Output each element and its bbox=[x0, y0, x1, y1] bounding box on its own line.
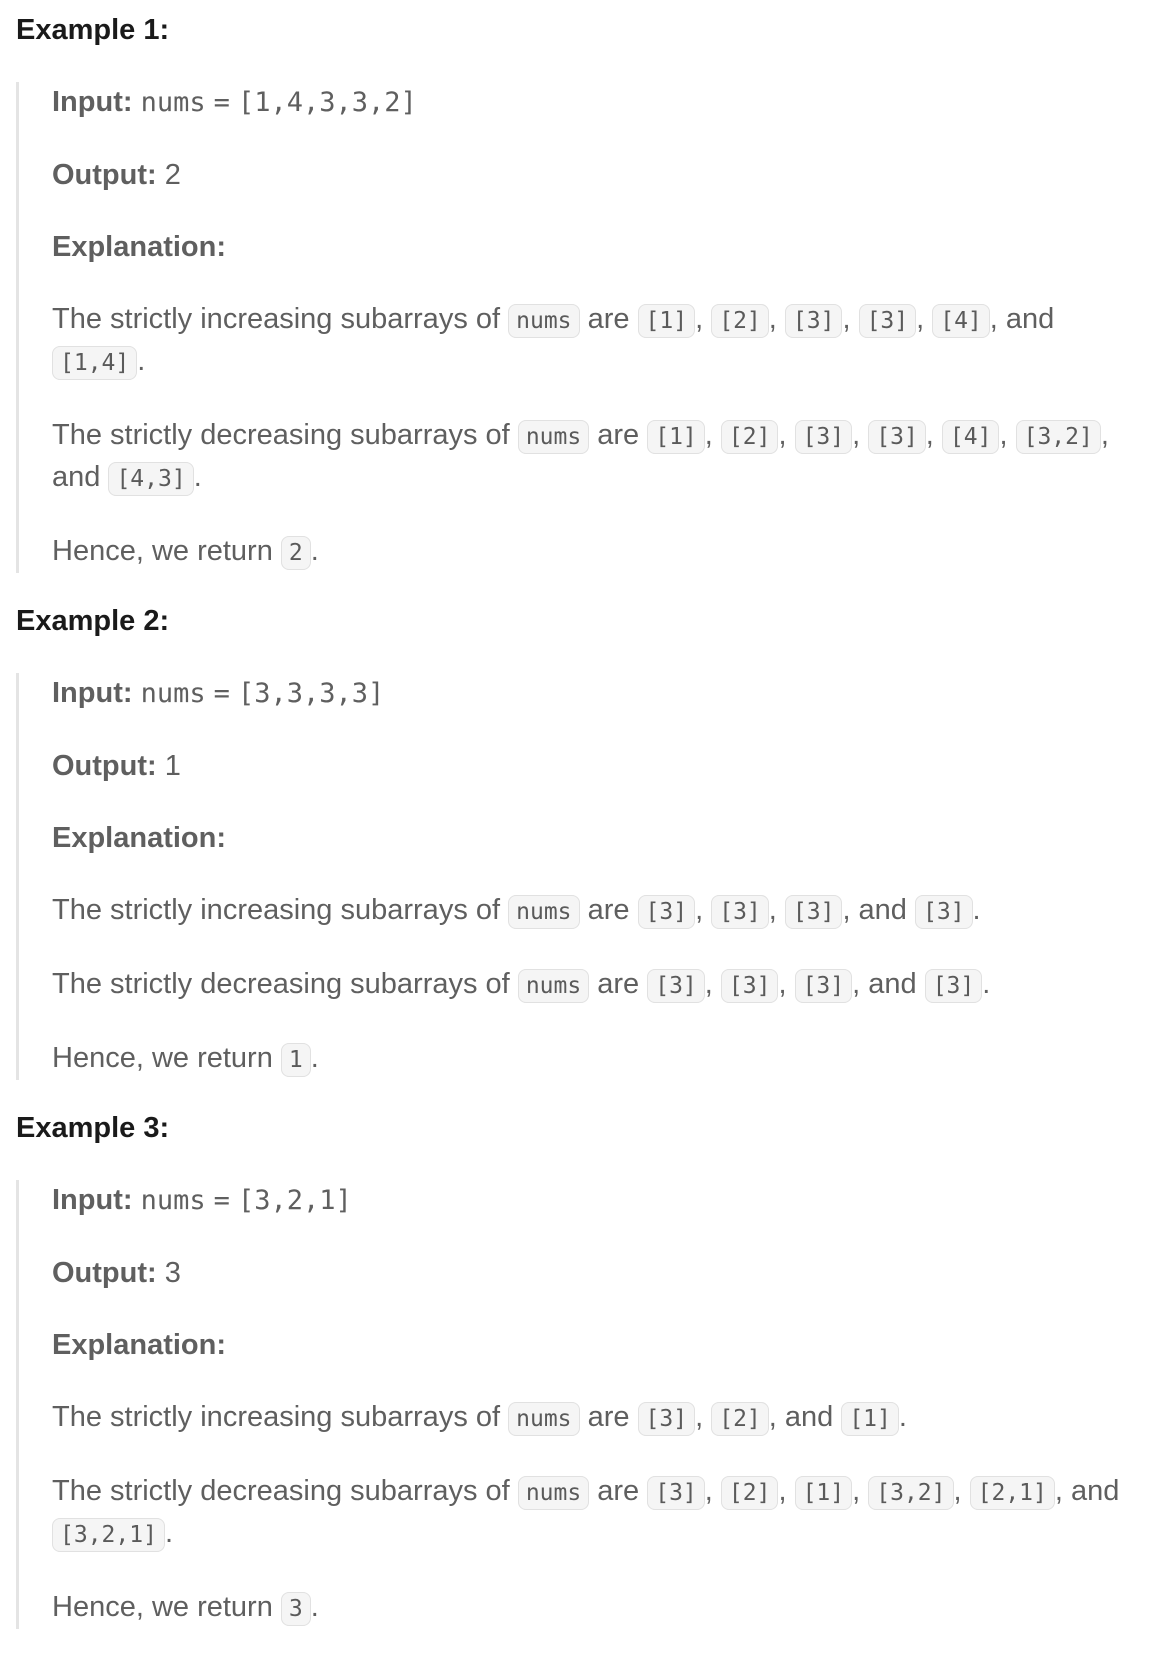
list-separator: , bbox=[999, 419, 1016, 451]
subarray-chip: [3] bbox=[638, 1402, 696, 1436]
input-value: [1,4,3,3,2] bbox=[238, 87, 417, 118]
subarray-chip: [3] bbox=[868, 420, 926, 454]
explanation-heading bbox=[52, 1325, 1152, 1365]
decreasing-prefix: The strictly decreasing subarrays of bbox=[52, 1475, 518, 1507]
list-separator: , and bbox=[989, 303, 1055, 335]
result-code: 2 bbox=[281, 536, 311, 570]
input-line bbox=[52, 1180, 1152, 1221]
subarray-chip: [3] bbox=[647, 969, 705, 1003]
list-separator: , bbox=[768, 894, 785, 926]
increasing-prefix: The strictly increasing subarrays of bbox=[52, 1401, 509, 1433]
subarray-chip: [3] bbox=[785, 304, 843, 338]
input-label: Input: bbox=[52, 677, 133, 709]
output-label: Output: bbox=[52, 750, 157, 782]
output-line bbox=[52, 746, 1152, 786]
list-separator: , bbox=[778, 968, 795, 1000]
subarray-chip: [3] bbox=[795, 420, 853, 454]
are-word: are bbox=[579, 303, 638, 335]
list-separator: , bbox=[925, 419, 942, 451]
decreasing-subarray-list bbox=[647, 968, 982, 1000]
result-sentence: Hence, we return 1 . bbox=[52, 1038, 1152, 1080]
increasing-sentence: The strictly increasing subarrays of nums are [3] , [2] , and [1] . bbox=[52, 1397, 1152, 1439]
subarray-chip: [3] bbox=[638, 895, 696, 929]
list-separator: , bbox=[778, 419, 795, 451]
explanation-heading bbox=[52, 227, 1152, 267]
subarray-chip: [3] bbox=[711, 895, 769, 929]
increasing-prefix: The strictly increasing subarrays of bbox=[52, 894, 509, 926]
subarray-chip: [3] bbox=[915, 895, 973, 929]
examples-page bbox=[16, 0, 1152, 1657]
increasing-subarray-list bbox=[638, 894, 973, 926]
list-separator: , bbox=[704, 1475, 721, 1507]
list-separator: , and bbox=[842, 894, 915, 926]
list-separator: , bbox=[704, 419, 721, 451]
increasing-sentence: The strictly increasing subarrays of nums are [3] , [3] , [3] , and [3] . bbox=[52, 890, 1152, 932]
list-separator: , and bbox=[768, 1401, 842, 1433]
result-code: 1 bbox=[281, 1043, 311, 1077]
subarray-chip: [2] bbox=[721, 420, 779, 454]
output-line bbox=[52, 155, 1152, 195]
input-line bbox=[52, 82, 1152, 123]
subarray-chip: [3] bbox=[859, 304, 917, 338]
nums-code: nums bbox=[518, 1476, 589, 1510]
subarray-chip: [3,2,1] bbox=[52, 1518, 165, 1552]
example-2-block bbox=[16, 673, 1152, 1080]
list-separator: , bbox=[916, 303, 933, 335]
list-separator: , bbox=[852, 1475, 869, 1507]
example-2-heading: Example 2: bbox=[16, 605, 170, 637]
subarray-chip: [1] bbox=[841, 1402, 899, 1436]
subarray-chip: [2] bbox=[721, 1476, 779, 1510]
list-separator: , bbox=[695, 303, 712, 335]
list-separator: , and bbox=[52, 419, 1109, 493]
subarray-chip: [3,2] bbox=[868, 1476, 953, 1510]
example-1-block bbox=[16, 82, 1152, 573]
subarray-chip: [1] bbox=[638, 304, 696, 338]
hence-text: Hence, we return bbox=[52, 1042, 281, 1074]
explanation-label: Explanation: bbox=[52, 231, 227, 263]
are-word: are bbox=[589, 1475, 648, 1507]
nums-code: nums bbox=[508, 304, 579, 338]
explanation-label: Explanation: bbox=[52, 1329, 227, 1361]
list-separator: , bbox=[842, 303, 859, 335]
nums-code: nums bbox=[508, 1402, 579, 1436]
list-separator: , bbox=[695, 1401, 712, 1433]
list-separator: , bbox=[704, 968, 721, 1000]
output-value: 3 bbox=[164, 1257, 181, 1289]
example-3-block bbox=[16, 1180, 1152, 1629]
subarray-chip: [2] bbox=[711, 1402, 769, 1436]
are-word: are bbox=[589, 968, 648, 1000]
subarray-chip: [2] bbox=[711, 304, 769, 338]
subarray-chip: [3] bbox=[925, 969, 983, 1003]
list-separator: , bbox=[953, 1475, 970, 1507]
decreasing-sentence: The strictly decreasing subarrays of nums are [3] , [3] , [3] , and [3] . bbox=[52, 964, 1152, 1006]
hence-text: Hence, we return bbox=[52, 1591, 281, 1623]
output-label: Output: bbox=[52, 159, 157, 191]
nums-code: nums bbox=[518, 969, 589, 1003]
output-value: 2 bbox=[164, 159, 181, 191]
subarray-chip: [4] bbox=[942, 420, 1000, 454]
input-value: [3,3,3,3] bbox=[238, 678, 385, 709]
subarray-chip: [1] bbox=[647, 420, 705, 454]
output-value: 1 bbox=[164, 750, 181, 782]
var-name: nums bbox=[140, 678, 206, 709]
list-separator: , bbox=[768, 303, 785, 335]
input-value: [3,2,1] bbox=[238, 1185, 352, 1216]
subarray-chip: [3] bbox=[721, 969, 779, 1003]
input-label: Input: bbox=[52, 86, 133, 118]
list-separator: , and bbox=[1054, 1475, 1120, 1507]
nums-code: nums bbox=[508, 895, 579, 929]
increasing-prefix: The strictly increasing subarrays of bbox=[52, 303, 509, 335]
explanation-heading bbox=[52, 818, 1152, 858]
decreasing-prefix: The strictly decreasing subarrays of bbox=[52, 968, 518, 1000]
decreasing-prefix: The strictly decreasing subarrays of bbox=[52, 419, 518, 451]
explanation-label: Explanation: bbox=[52, 822, 227, 854]
equals-sign: = bbox=[213, 87, 230, 118]
var-name: nums bbox=[140, 1185, 206, 1216]
var-name: nums bbox=[140, 87, 206, 118]
increasing-subarray-list bbox=[638, 1401, 899, 1433]
output-line bbox=[52, 1253, 1152, 1293]
list-separator: , bbox=[778, 1475, 795, 1507]
equals-sign: = bbox=[213, 1185, 230, 1216]
subarray-chip: [3] bbox=[795, 969, 853, 1003]
list-separator: , and bbox=[852, 968, 925, 1000]
result-code: 3 bbox=[281, 1592, 311, 1626]
list-separator: , bbox=[852, 419, 869, 451]
increasing-sentence: The strictly increasing subarrays of nums are [1] , [2] , [3] , [3] , [4] , and [1,4] . bbox=[52, 299, 1152, 383]
example-3-heading: Example 3: bbox=[16, 1112, 170, 1144]
subarray-chip: [3,2] bbox=[1016, 420, 1101, 454]
result-sentence: Hence, we return 2 . bbox=[52, 531, 1152, 573]
input-line bbox=[52, 673, 1152, 714]
output-label: Output: bbox=[52, 1257, 157, 1289]
example-1-heading: Example 1: bbox=[16, 14, 170, 46]
are-word: are bbox=[579, 894, 638, 926]
subarray-chip: [1,4] bbox=[52, 346, 137, 380]
input-label: Input: bbox=[52, 1184, 133, 1216]
nums-code: nums bbox=[518, 420, 589, 454]
subarray-chip: [3] bbox=[785, 895, 843, 929]
decreasing-sentence: The strictly decreasing subarrays of nums are [3] , [2] , [1] , [3,2] , [2,1] , and [3,2,1] . bbox=[52, 1471, 1152, 1555]
are-word: are bbox=[589, 419, 648, 451]
list-separator: , bbox=[695, 894, 712, 926]
subarray-chip: [4] bbox=[932, 304, 990, 338]
subarray-chip: [3] bbox=[647, 1476, 705, 1510]
subarray-chip: [2,1] bbox=[970, 1476, 1055, 1510]
decreasing-sentence: The strictly decreasing subarrays of nums are [1] , [2] , [3] , [3] , [4] , [3,2] , and [4,3] . bbox=[52, 415, 1152, 499]
are-word: are bbox=[579, 1401, 638, 1433]
equals-sign: = bbox=[213, 678, 230, 709]
hence-text: Hence, we return bbox=[52, 535, 281, 567]
subarray-chip: [1] bbox=[795, 1476, 853, 1510]
result-sentence: Hence, we return 3 . bbox=[52, 1587, 1152, 1629]
subarray-chip: [4,3] bbox=[108, 462, 193, 496]
